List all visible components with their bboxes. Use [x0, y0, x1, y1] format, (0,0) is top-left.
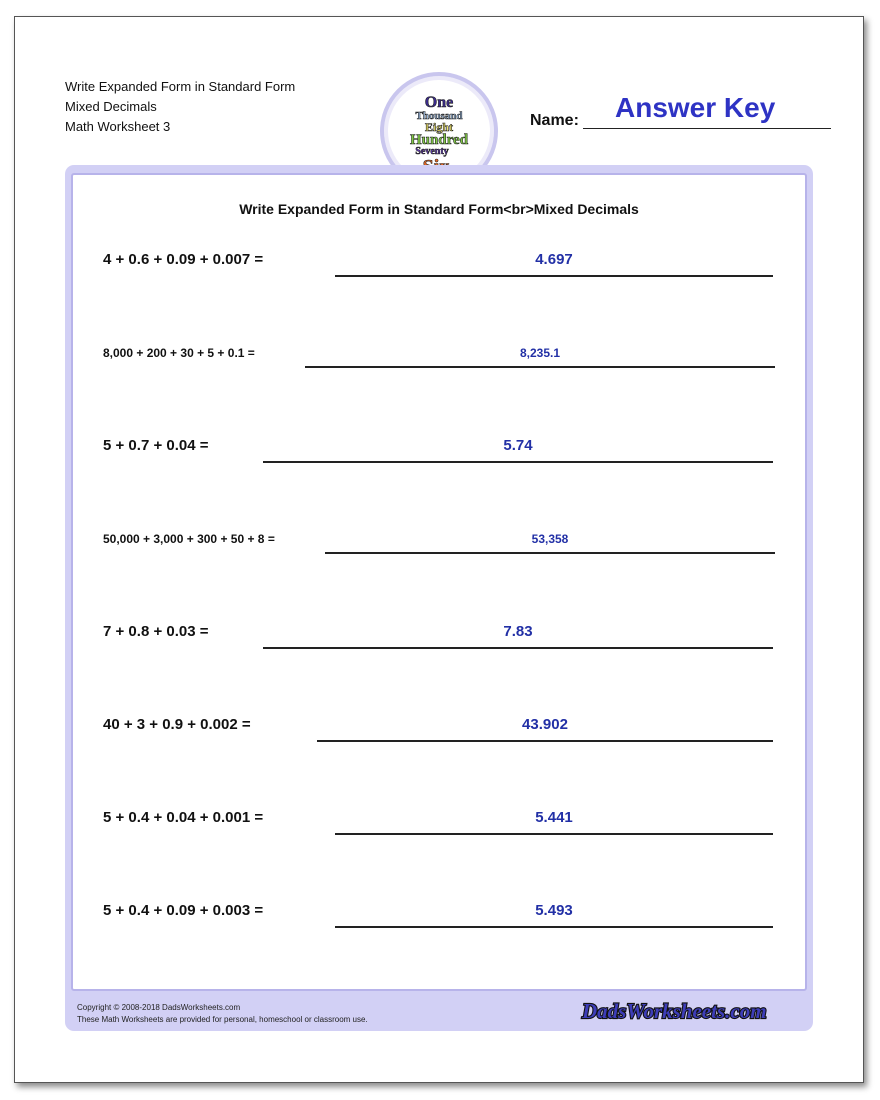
header-title: Write Expanded Form in Standard Form	[65, 79, 296, 94]
worksheet-title: Write Expanded Form in Standard Form<br>Mixed Decimals	[239, 201, 639, 217]
logo-word-2: Thousand	[415, 110, 463, 122]
answer-line[interactable]	[263, 461, 773, 463]
problem-answer: 5.441	[535, 809, 573, 826]
answer-line[interactable]	[325, 552, 775, 554]
answer-key-label: Answer Key	[615, 92, 776, 123]
problem-answer: 53,358	[531, 532, 569, 546]
problem-row	[103, 809, 783, 839]
copyright-text: Copyright © 2008-2018 DadsWorksheets.com	[77, 1003, 241, 1012]
problem-expression: 7 + 0.8 + 0.03 =	[103, 623, 209, 640]
dadsworksheets-logo[interactable]	[580, 995, 800, 1025]
answer-line[interactable]	[317, 740, 773, 742]
problem-row	[103, 251, 783, 281]
problem-expression: 5 + 0.7 + 0.04 =	[103, 437, 209, 454]
problem-expression: 5 + 0.4 + 0.04 + 0.001 =	[103, 809, 264, 826]
problem-row	[103, 716, 783, 746]
problem-answer: 5.493	[535, 902, 573, 919]
problem-row	[103, 344, 783, 374]
problem-answer: 7.83	[503, 623, 533, 640]
logo-word-1: One	[424, 94, 454, 111]
problem-row	[103, 623, 783, 653]
name-field-line[interactable]	[583, 128, 831, 129]
logo-word-4: Hundred	[409, 132, 469, 148]
problem-expression: 8,000 + 200 + 30 + 5 + 0.1 =	[103, 346, 255, 360]
answer-line[interactable]	[263, 647, 773, 649]
logo-word-3: Eight	[424, 120, 454, 134]
footer-notice	[77, 1002, 368, 1026]
problem-expression: 5 + 0.4 + 0.09 + 0.003 =	[103, 902, 264, 919]
answer-line[interactable]	[335, 833, 773, 835]
brand-logo-graphic	[580, 995, 800, 1025]
answer-line[interactable]	[335, 926, 773, 928]
worksheet-page	[14, 16, 864, 1083]
problem-row	[103, 902, 783, 932]
worksheet-frame	[65, 165, 813, 1031]
problem-expression: 40 + 3 + 0.9 + 0.002 =	[103, 716, 251, 733]
logo-word-5: Seventy	[415, 146, 449, 157]
problem-row	[103, 530, 783, 560]
problem-answer: 8,235.1	[519, 346, 561, 360]
header-worksheet-number: Math Worksheet 3	[65, 119, 171, 134]
brand-logo-text: DadsWorksheets.com	[582, 999, 767, 1023]
answer-line[interactable]	[335, 275, 773, 277]
worksheet-header	[65, 77, 295, 137]
problem-answer: 4.697	[535, 251, 573, 268]
header-subtitle: Mixed Decimals	[65, 99, 157, 114]
problem-answer: 43.902	[522, 716, 568, 733]
problem-area	[71, 173, 807, 991]
name-label: Name:	[530, 112, 579, 129]
problem-expression: 4 + 0.6 + 0.09 + 0.007 =	[103, 251, 264, 268]
problem-answer: 5.74	[503, 437, 533, 454]
usage-note: These Math Worksheets are provided for personal, homeschool or classroom use.	[77, 1015, 368, 1024]
answer-line[interactable]	[305, 366, 775, 368]
problem-expression: 50,000 + 3,000 + 300 + 50 + 8 =	[103, 532, 275, 546]
problem-row	[103, 437, 783, 467]
